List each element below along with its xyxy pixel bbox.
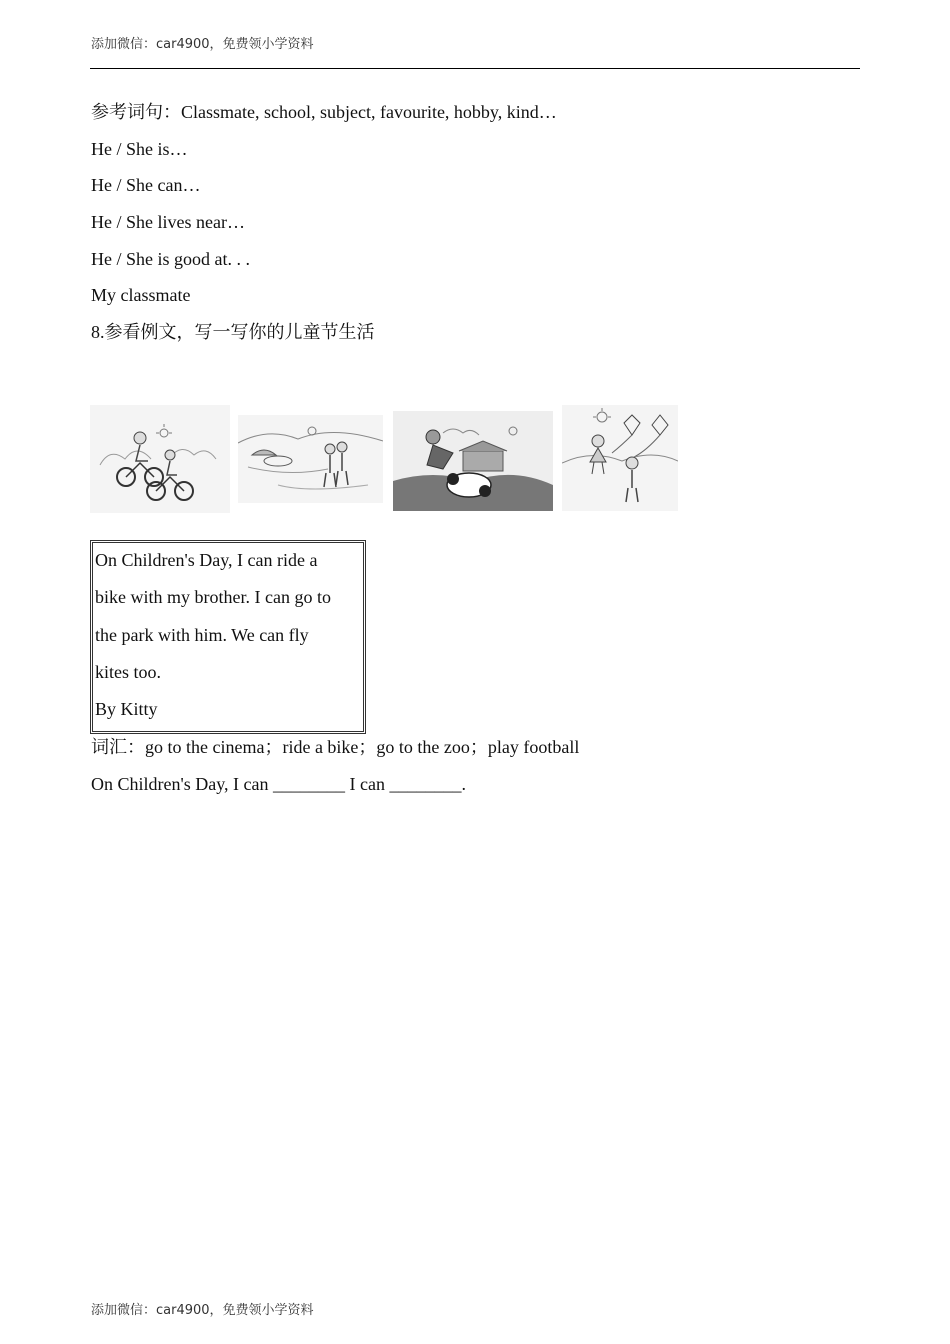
children-riding-bikes-illustration <box>90 405 230 513</box>
sentence-pattern-can: He / She can… <box>91 175 201 195</box>
reference-words-line: 参考词句：Classmate, school, subject, favourite, hobby, kind… <box>91 102 557 122</box>
sentence-pattern-good-at: He / She is good at. . . <box>91 249 250 269</box>
page-footer-text: 添加微信：car4900，免费领小学资料 <box>91 1303 314 1318</box>
sentence-pattern-lives-near: He / She lives near… <box>91 212 245 232</box>
children-in-park-illustration <box>238 415 383 503</box>
illustration-strip <box>90 403 690 515</box>
example-line-4: kites too. <box>95 662 161 682</box>
writing-prompt-line: On Children's Day, I can ________ I can ________. <box>91 774 467 794</box>
essay-title-my-classmate: My classmate <box>91 285 191 305</box>
sentence-pattern-is: He / She is… <box>91 139 188 159</box>
example-line-2: bike with my brother. I can go to <box>95 587 331 607</box>
example-author: By Kitty <box>95 699 158 719</box>
question-8-instruction: 8.参看例文，写一写你的儿童节生活 <box>91 322 375 342</box>
example-line-1: On Children's Day, I can ride a <box>95 550 318 570</box>
header-divider <box>90 68 860 69</box>
vocabulary-line: 词汇：go to the cinema；ride a bike；go to the zoo；play football <box>91 737 580 757</box>
example-passage-box <box>90 540 366 734</box>
children-flying-kites-illustration <box>562 405 678 511</box>
example-line-3: the park with him. We can fly <box>95 625 309 645</box>
page-header-text: 添加微信：car4900，免费领小学资料 <box>91 37 314 52</box>
children-with-panda-at-zoo-illustration <box>393 411 553 511</box>
